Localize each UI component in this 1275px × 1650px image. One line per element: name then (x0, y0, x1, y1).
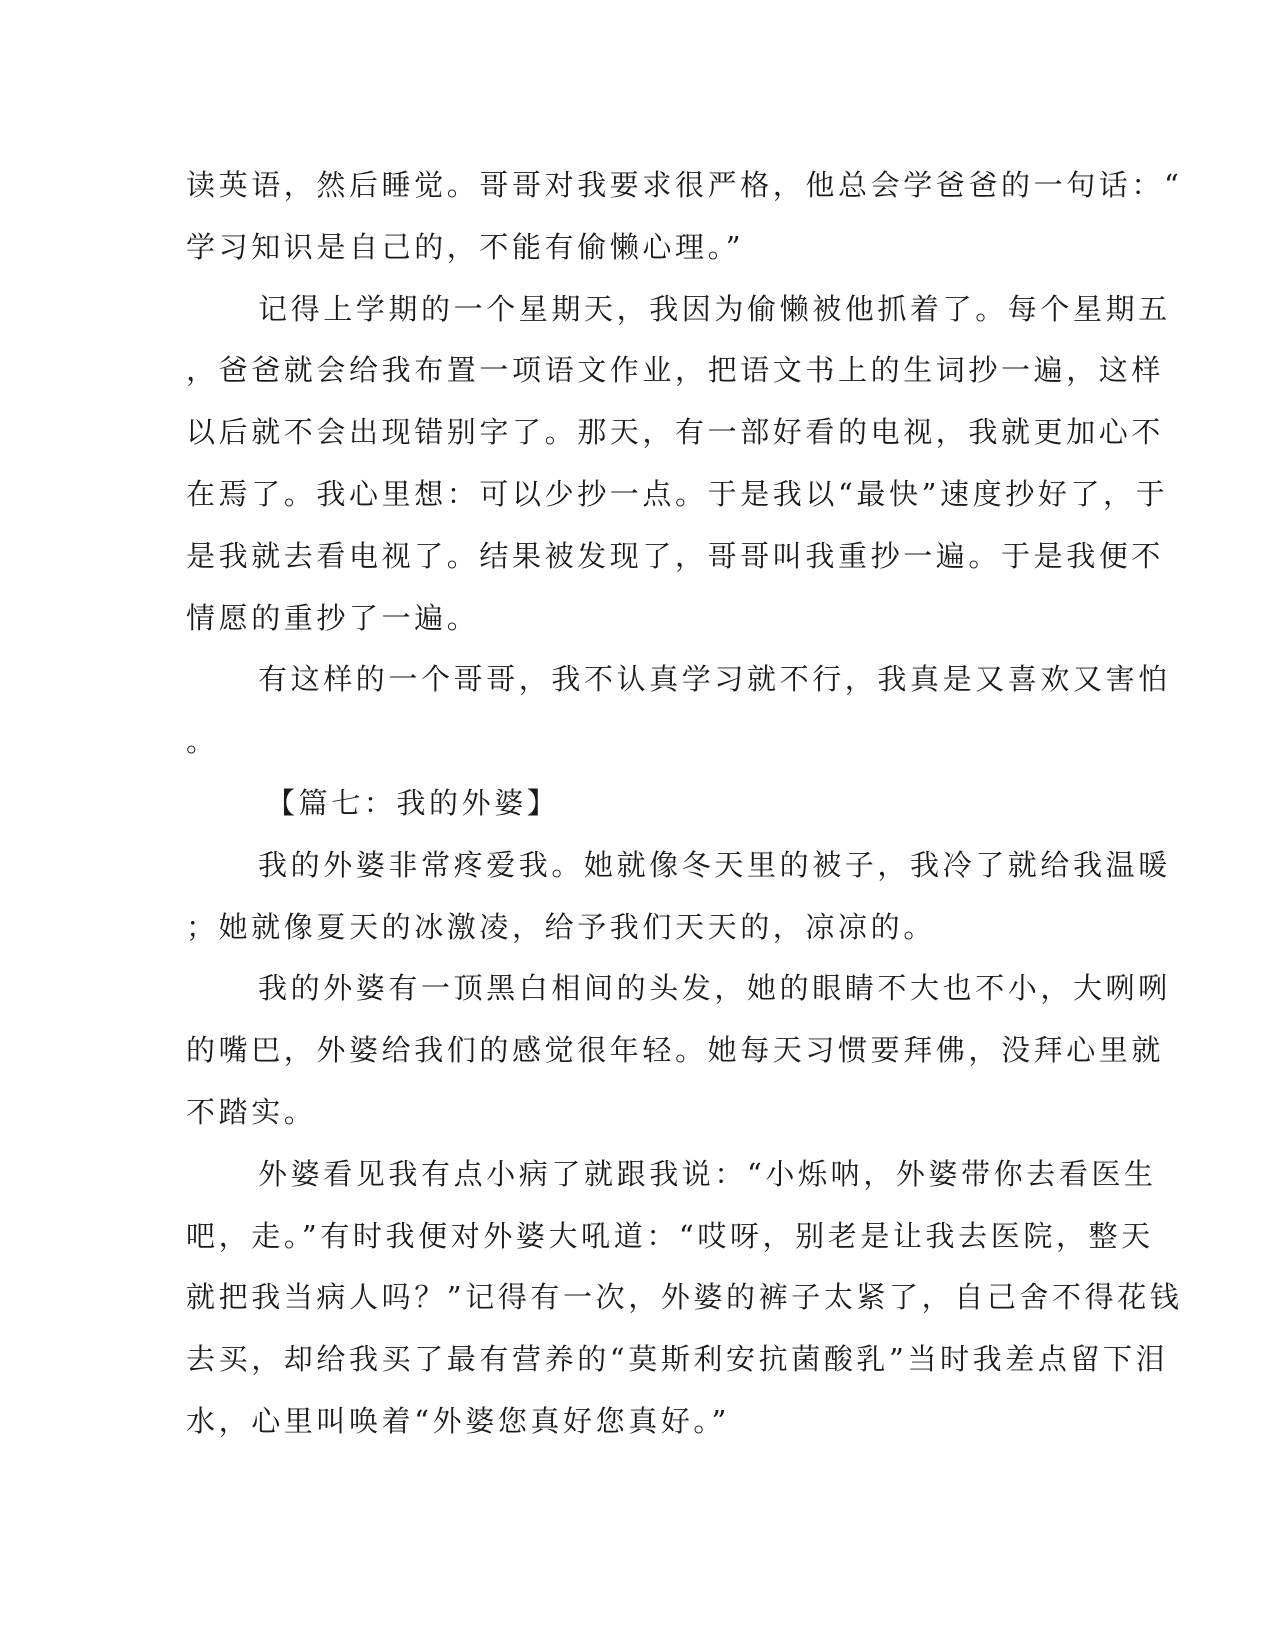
text-line: 的嘴巴，外婆给我们的感觉很年轻。她每天习惯要拜佛，没拜心里就 (186, 1033, 1165, 1068)
section-heading: 【篇七：我的外婆】 (266, 785, 560, 820)
text-line: 去买，却给我买了最有营养的“莫斯利安抗菌酸乳”当时我差点留下泪 (186, 1342, 1169, 1377)
text-line: ，爸爸就会给我布置一项语文作业，把语文书上的生词抄一遍，这样 (186, 353, 1165, 388)
paragraph-start-line: 有这样的一个哥哥，我不认真学习就不行，我真是又喜欢又害怕 (258, 662, 1171, 697)
text-line: 情愿的重抄了一遍。 (186, 600, 480, 635)
document-body (186, 155, 1183, 1453)
paragraph-start-line: 我的外婆非常疼爱我。她就像冬天里的被子，我冷了就给我温暖 (258, 847, 1171, 882)
paragraph-start-line: 我的外婆有一顶黑白相间的头发，她的眼睛不大也不小，大咧咧 (258, 971, 1171, 1006)
text-line: 水，心里叫唤着“外婆您真好您真好。” (186, 1403, 730, 1438)
text-line: 学习知识是自己的，不能有偷懒心理。” (186, 229, 745, 264)
text-line: 以后就不会出现错别字了。那天，有一部好看的电视，我就更加心不 (186, 415, 1165, 450)
text-line: 。 (186, 724, 219, 759)
paragraph-start-line: 外婆看见我有点小病了就跟我说：“小烁呐，外婆带你去看医生 (258, 1156, 1157, 1191)
text-line: 读英语，然后睡觉。哥哥对我要求很严格，他总会学爸爸的一句话：“ (186, 168, 1183, 202)
text-line: 是我就去看电视了。结果被发现了，哥哥叫我重抄一遍。于是我便不 (186, 538, 1165, 573)
text-line: 吧，走。”有时我便对外婆大吼道：“哎呀，别老是让我去医院，整天 (186, 1218, 1154, 1253)
text-line: ；她就像夏天的冰激凌，给予我们天天的，凉凉的。 (186, 909, 936, 944)
text-line: 在焉了。我心里想：可以少抄一点。于是我以“最快”速度抄好了，于 (186, 476, 1169, 511)
text-line: 不踏实。 (186, 1094, 317, 1129)
paragraph-start-line: 记得上学期的一个星期天，我因为偷懒被他抓着了。每个星期五 (258, 291, 1171, 326)
text-line: 就把我当病人吗？”记得有一次，外婆的裤子太紧了，自己舍不得花钱 (186, 1280, 1183, 1315)
